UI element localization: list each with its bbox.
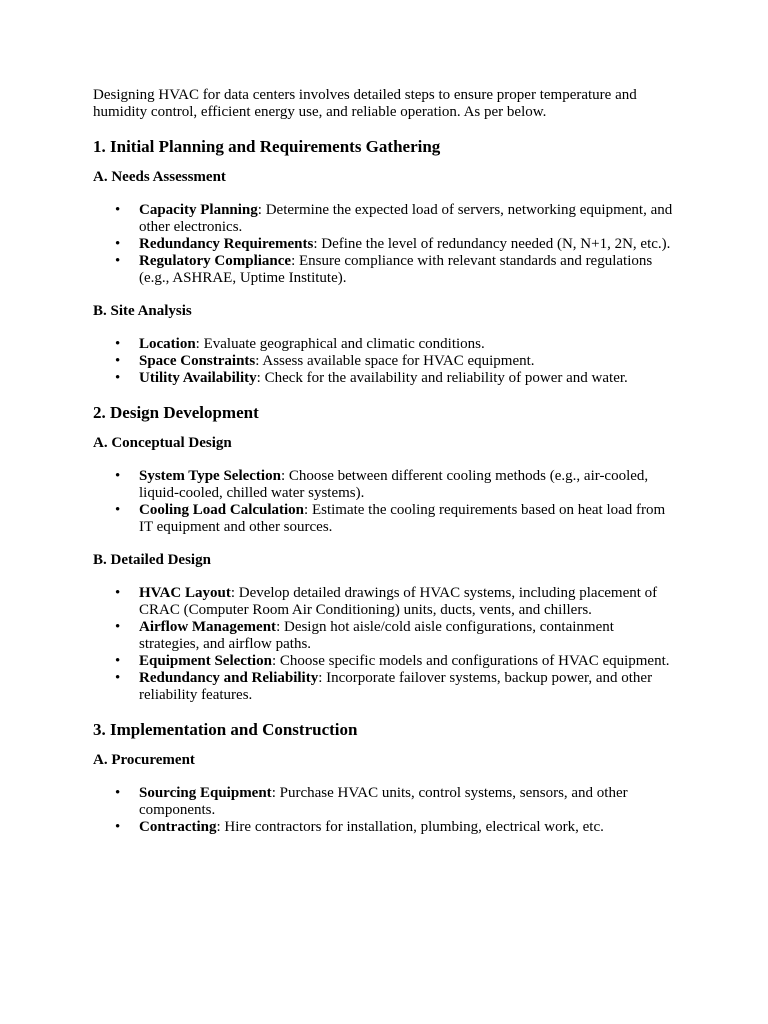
section-heading-implementation: 3. Implementation and Construction (93, 720, 358, 739)
subsection-heading-site-analysis: B. Site Analysis (93, 303, 192, 319)
item-term: Airflow Management (139, 619, 277, 635)
list-item (115, 819, 678, 836)
item-text: : Determine the expected load of servers, networking equipment, and other electronics. (139, 202, 673, 235)
bullet-icon: • (115, 202, 121, 218)
item-text: : Design hot aisle/cold aisle configurations, containment strategies, and airflow paths. (139, 619, 614, 652)
item-text: : Assess available space for HVAC equipment. (255, 353, 535, 369)
subsection-heading-procurement: A. Procurement (93, 752, 195, 768)
item-text: : Choose between different cooling methods (e.g., air-cooled, liquid-cooled, chilled water systems). (139, 468, 649, 501)
subsection-heading-needs-assessment: A. Needs Assessment (93, 169, 226, 185)
item-term: System Type Selection (139, 468, 281, 484)
item-text: : Estimate the cooling requirements based on heat load from IT equipment and other sources. (139, 502, 666, 535)
item-term: HVAC Layout (139, 585, 231, 601)
bullet-icon: • (115, 353, 121, 369)
conceptual-design-list (93, 468, 678, 536)
list-item (115, 670, 678, 704)
item-text: : Hire contractors for installation, plumbing, electrical work, etc. (216, 819, 604, 835)
section-heading-initial-planning: 1. Initial Planning and Requirements Gathering (93, 137, 441, 156)
bullet-icon: • (115, 502, 121, 518)
list-item (115, 785, 678, 819)
list-item (115, 585, 678, 619)
item-term: Cooling Load Calculation (139, 502, 305, 518)
item-term: Redundancy and Reliability (139, 670, 319, 686)
bullet-icon: • (115, 370, 121, 386)
bullet-icon: • (115, 253, 121, 269)
bullet-icon: • (115, 670, 121, 686)
list-item (115, 502, 678, 536)
list-item (115, 253, 678, 287)
item-text: : Purchase HVAC units, control systems, sensors, and other components. (139, 785, 628, 818)
subsection-heading-conceptual-design: A. Conceptual Design (93, 435, 232, 451)
bullet-icon: • (115, 336, 121, 352)
item-text: : Check for the availability and reliability of power and water. (256, 370, 628, 386)
bullet-icon: • (115, 468, 121, 484)
item-term: Location (139, 336, 196, 352)
item-text: : Choose specific models and configurations of HVAC equipment. (271, 653, 670, 669)
needs-assessment-list (93, 202, 678, 287)
list-item (115, 653, 678, 670)
item-text: : Incorporate failover systems, backup power, and other reliability features. (139, 670, 653, 703)
list-item (115, 619, 678, 653)
item-text: : Define the level of redundancy needed (N, N+1, 2N, etc.). (313, 236, 671, 252)
item-text: : Ensure compliance with relevant standards and regulations (e.g., ASHRAE, Uptime Institute). (139, 253, 653, 286)
list-item (115, 336, 678, 353)
list-item (115, 236, 678, 253)
item-term: Equipment Selection (139, 653, 272, 669)
item-text: : Evaluate geographical and climatic conditions. (195, 336, 485, 352)
bullet-icon: • (115, 236, 121, 252)
list-item (115, 353, 678, 370)
detailed-design-list (93, 585, 678, 704)
subsection-heading-detailed-design: B. Detailed Design (93, 552, 211, 568)
bullet-icon: • (115, 785, 121, 801)
bullet-icon: • (115, 653, 121, 669)
item-term: Sourcing Equipment (139, 785, 272, 801)
bullet-icon: • (115, 819, 121, 835)
section-heading-design-development: 2. Design Development (93, 403, 259, 422)
item-term: Regulatory Compliance (139, 253, 292, 269)
item-term: Capacity Planning (139, 202, 258, 218)
list-item (115, 468, 678, 502)
item-term: Contracting (139, 819, 217, 835)
bullet-icon: • (115, 619, 121, 635)
site-analysis-list (93, 336, 678, 387)
intro-paragraph: Designing HVAC for data centers involves detailed steps to ensure proper temperature and humidity control, efficient energy use, and reliable operation. As per below. (93, 87, 637, 120)
bullet-icon: • (115, 585, 121, 601)
item-text: : Develop detailed drawings of HVAC systems, including placement of CRAC (Computer Room Air Conditioning) units, ducts, vents, and chillers. (139, 585, 658, 618)
item-term: Utility Availability (139, 370, 257, 386)
procurement-list (93, 785, 678, 836)
item-term: Redundancy Requirements (139, 236, 314, 252)
item-term: Space Constraints (139, 353, 256, 369)
list-item (115, 370, 678, 387)
list-item (115, 202, 678, 236)
